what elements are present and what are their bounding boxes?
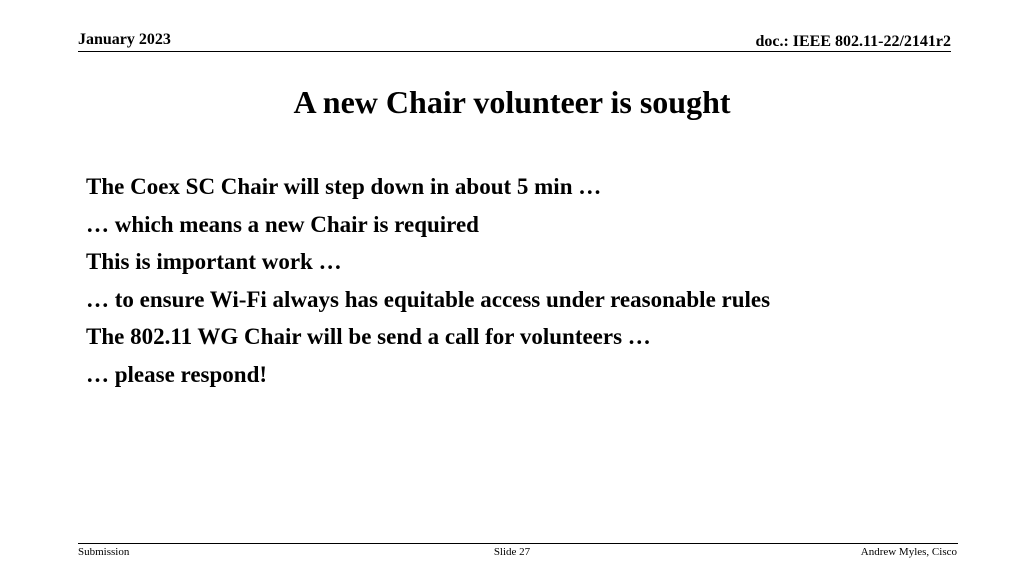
header-date: January 2023 [78, 31, 171, 48]
body-line: The Coex SC Chair will step down in about 5 min … [86, 174, 602, 199]
header-doc-id: doc.: IEEE 802.11-22/2141r2 [755, 33, 951, 50]
body-line: … which means a new Chair is required [86, 211, 479, 237]
footer-divider [78, 543, 958, 544]
footer-submission: Submission [78, 546, 130, 558]
footer-author: Andrew Myles, Cisco [860, 546, 957, 558]
slide-title: A new Chair volunteer is sought [293, 84, 731, 120]
footer-slide-number: Slide 27 [493, 546, 531, 558]
body-line: … to ensure Wi-Fi always has equitable access under reasonable rules [86, 286, 771, 312]
body-line: This is important work … [86, 249, 342, 274]
body-line: The 802.11 WG Chair will be send a call for volunteers … [86, 324, 651, 349]
body-line: … please respond! [86, 361, 268, 387]
slide-body [86, 171, 770, 396]
header-divider [78, 51, 951, 52]
